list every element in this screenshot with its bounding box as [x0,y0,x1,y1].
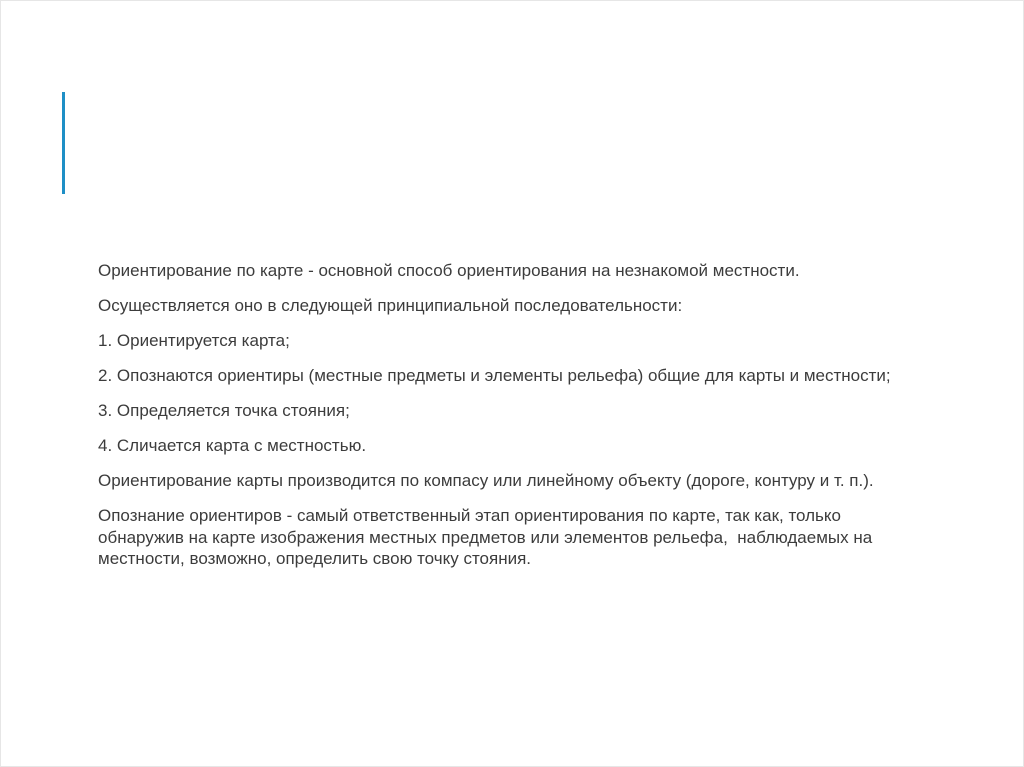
list-item-step-4: 4. Сличается карта с местностью. [98,436,367,455]
paragraph-landmark-identification: Опознание ориентиров - самый ответственный этап ориентирования по карте, так как, только обнаружив на карте изображения местных предметов или элементов рельефа, наблюдаемых на местности, возможно, определить свою точку стояния. [98,506,877,568]
slide-body [98,260,898,583]
list-item-step-3: 3. Определяется точка стояния; [98,401,350,420]
paragraph-sequence-heading: Осуществляется оно в следующей принципиальной последовательности: [98,296,683,315]
list-item-step-2: 2. Опознаются ориентиры (местные предметы и элементы рельефа) общие для карты и местности; [98,366,891,385]
title-accent-bar [62,92,65,194]
paragraph-map-orientation: Ориентирование карты производится по компасу или линейному объекту (дороге, контуру и т. п.). [98,471,874,490]
paragraph-intro: Ориентирование по карте - основной способ ориентирования на незнакомой местности. [98,261,800,280]
list-item-step-1: 1. Ориентируется карта; [98,331,290,350]
